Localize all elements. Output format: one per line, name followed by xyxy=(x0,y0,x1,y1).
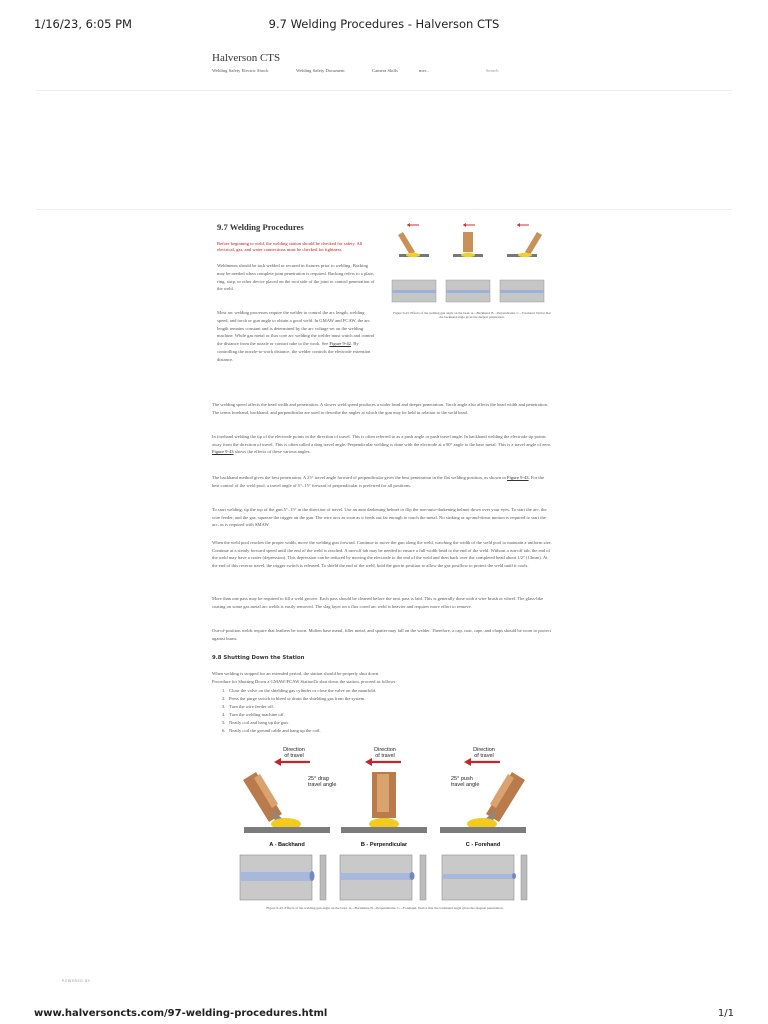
shutdown-steps-list xyxy=(222,688,376,736)
nav-item-camera-skills[interactable]: Camera Skills xyxy=(372,68,398,73)
svg-text:Direction: Direction xyxy=(473,747,495,753)
list-item: 6. Neatly coil the ground cable and hang up the coil. xyxy=(222,728,321,733)
svg-text:A - Backhand: A - Backhand xyxy=(269,842,305,848)
svg-text:25° drag: 25° drag xyxy=(308,776,329,782)
list-item: 4. Turn the welding machine off. xyxy=(222,712,285,717)
paragraph-out-of-position: Out-of-position welds require that leathers be worn. Molten base metal, filler metal, and spatter may fall on the welder. Therefore, a cap, coat, cape, and chaps should be worn to protect against burns. xyxy=(212,628,551,641)
site-name[interactable]: Halverson CTS xyxy=(212,52,281,64)
print-page-number: 1/1 xyxy=(717,1008,734,1019)
list-item: 5. Neatly coil and hang up the gun. xyxy=(222,720,289,725)
figure-9-43-thumbnail-caption: Figure 9-43. Effects of the welding gun angle on the bead. A—Backhand. B—Perpendicular. C—Forehand. Notice that the backhand angle gives the deepest penetration. xyxy=(393,311,551,320)
list-item: 3. Turn the wire feeder off. xyxy=(222,704,275,709)
header-divider xyxy=(36,90,732,91)
paragraph-multiple-passes: More than one pass may be required to fill a weld groove. Each pass should be cleaned before the next pass is laid. This is generally done with a wire brush or wheel. The glass-like coating on some gas metal arc welds is easily removed. The slag layer on a flux cored arc weld is heavier and requires more effort to remove. xyxy=(212,596,544,609)
post-title: 9.7 Welding Procedures xyxy=(217,222,304,232)
print-date: 1/16/23, 6:05 PM xyxy=(34,17,132,31)
print-url: www.halversoncts.com/97-welding-procedures.html xyxy=(34,1008,328,1019)
print-page-title: 9.7 Welding Procedures - Halverson CTS xyxy=(268,17,500,31)
paragraph-backhand-method: The backhand method gives the best penetration. A 25° travel angle forward of perpendicular gives the best penetration in the flat welding position, as shown in Figure 9-43. For the best control of the weld pool, a travel angle of 5°–15° forward of perpendicular is preferred for all positions. xyxy=(212,475,545,488)
svg-text:of travel: of travel xyxy=(474,753,494,759)
search-input[interactable]: Search xyxy=(486,68,499,73)
svg-text:travel angle: travel angle xyxy=(451,782,480,788)
list-item: 2. Press the purge switch to bleed or drain the shielding gas from the system. xyxy=(222,696,366,701)
figure-9-43-large xyxy=(238,744,530,906)
paragraph-weld-pool: When the weld pool reaches the proper width, move the welding gun forward. Continue to move the gun along the weld, watching the width of the weld pool to maintain a uniform size. Continue at a steady forward speed until the end of the weld is reached. A run-off tab may be needed to ensure a full-width bead to the end of the weld. Without a run-off tab, the end of the weld may have a crater (depression). This depression can be reduced by moving the electrode to the end of the weld and then back over the completed bead about 1/2" (13mm). At the end of this reverse travel, the trigger switch is released. To shield the end of the weld, hold the gun in position to allow the gas postflow to protect the weld until it cools. xyxy=(212,540,552,569)
list-item: 1. Close the valve on the shielding gas cylinder or close the valve on the manifold. xyxy=(222,688,377,693)
svg-text:C - Forehand: C - Forehand xyxy=(465,842,501,848)
nav-item-welding-safety-document[interactable]: Welding Safety Document xyxy=(296,68,345,73)
svg-text:of travel: of travel xyxy=(375,753,395,759)
print-footer xyxy=(0,1008,768,1024)
banner-divider xyxy=(36,209,732,210)
nav-item-more[interactable]: mer... xyxy=(419,68,430,73)
paragraph-shutdown-intro: When welding is stopped for an extended period, the station should be properly shut down. xyxy=(212,671,380,676)
paragraph-arc-welding: Most arc welding processes require the welder to control the arc length, welding speed, and torch or gun angle to obtain a good weld. In GMAW and FCAW, the arc length remains constant and is determined by the arc voltage set on the welding machine. While gas metal or flux core arc welding the welder must watch and control the distance from the nozzle or contact tube to the work. See Figure 9-42. By controlling the nozzle-to-work distance, the welder controls the electrode extension distance. xyxy=(217,310,375,362)
nav-item-welding-safety-electric-shock[interactable]: Welding Safety Electric Shock xyxy=(212,68,269,73)
thumb-panel-b xyxy=(446,223,490,302)
figure-9-42-link[interactable]: Figure 9-42 xyxy=(329,341,351,347)
thumb-panel-c xyxy=(500,223,544,302)
paragraph-weldments: Weldments should be tack welded or secured in fixtures prior to welding. Backing may be needed when complete joint penetration is required. Backing refers to a plate, ring, strip, or other device placed on the root side of the joint to control penetration of the weld. xyxy=(217,263,375,292)
figure-9-43-link[interactable]: Figure 9-43 xyxy=(212,449,234,455)
figure-9-43-link-2[interactable]: Figure 9-43 xyxy=(507,475,529,480)
paragraph-welding-speed: The welding speed affects the bead width and penetration. A slower weld speed produces a wider bead and deeper penetration. Torch angle also affects the bead width and penetration. The terms forehand, backhand, and perpendicular are used to describe the angles at which the gun may be held in relation to the weld bead. xyxy=(212,402,549,415)
safety-warning: Before beginning to weld, the welding station should be checked for safety. All electrical, gas, and water connections must be checked for tightness. xyxy=(217,241,363,252)
svg-text:25° push: 25° push xyxy=(451,776,473,782)
figure-9-43-caption: Figure 9-43. Effects of the welding gun angle on the bead. A—Backhand. B—Perpendicular. C—Forehand. Notice that the backhand angle gives the deepest penetration. xyxy=(266,906,504,910)
figure-9-43-thumbnail xyxy=(389,220,555,312)
powered-by-footer: POWERED BY xyxy=(62,979,91,983)
svg-text:of travel: of travel xyxy=(284,753,304,759)
paragraph-forehand-backhand: In forehand welding the tip of the electrode points in the direction of travel. This is often referred to as a push angle or push travel angle. In backhand welding the electrode tip points away from the direction of travel. This is often called a drag travel angle. Perpendicular welding is done with the electrode at a 90° angle to the base metal. This is a travel angle of zero. Figure 9-43 shows the effects of these various angles. xyxy=(212,434,552,455)
section-9-8-heading: 9.8 Shutting Down the Station xyxy=(212,655,305,661)
svg-text:travel angle: travel angle xyxy=(308,782,337,788)
svg-text:B - Perpendicular: B - Perpendicular xyxy=(360,842,408,848)
svg-text:Direction: Direction xyxy=(283,747,305,753)
paragraph-start-welding: To start welding, tip the top of the gun 5°–15° in the direction of travel. Use an auto darkening helmet or flip the non-auto-darkening helmet down over your eyes. To start the arc, the wire feeder, and the gas, squeeze the trigger on the gun. The wire arcs as soon as it feeds out far enough to touch the metal. No striking or up-and-down motion is required to start the arc, as is required with SMAW. xyxy=(212,507,547,528)
print-header xyxy=(0,0,768,40)
svg-text:Direction: Direction xyxy=(374,747,396,753)
thumb-panel-a xyxy=(392,223,436,302)
paragraph-shutdown-procedure: Procedure for Shutting Down a GMAW/FCAW StationTo shut down the station, proceed as follows: xyxy=(212,679,397,684)
